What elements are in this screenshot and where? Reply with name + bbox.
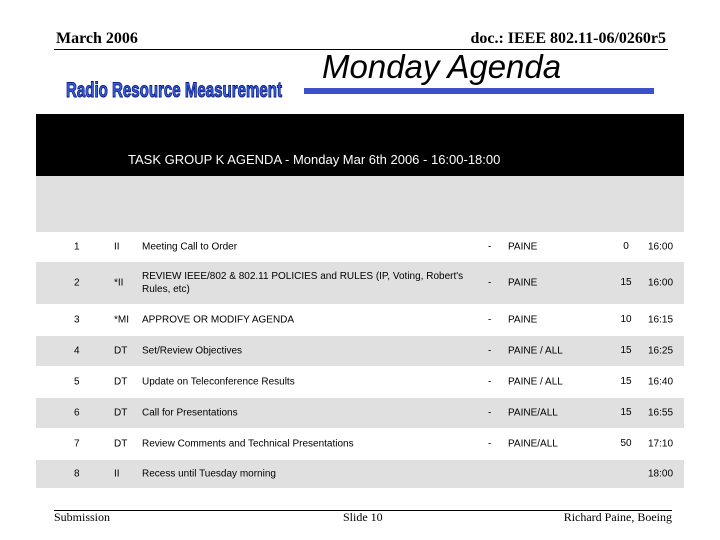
slide-title: Monday Agenda — [322, 48, 562, 85]
row-type: II — [114, 468, 120, 480]
svg-text:Radio Resource Measurement: Radio Resource Measurement — [66, 79, 282, 102]
row-dash: - — [488, 376, 492, 388]
row-dash: - — [488, 438, 492, 450]
table-row — [36, 398, 684, 428]
footer-slide-number: Slide 10 — [343, 510, 383, 524]
row-type: DT — [114, 438, 128, 450]
row-number: 1 — [74, 241, 80, 253]
row-number: 8 — [74, 468, 80, 480]
header-date: March 2006 — [56, 30, 138, 47]
footer-author: Richard Paine, Boeing — [563, 510, 672, 524]
row-start-time: 16:00 — [648, 241, 674, 253]
table-row — [36, 262, 684, 304]
row-item: REVIEW IEEE/802 & 802.11 POLICIES and RULES (IP, Voting, Robert's Rules, etc) — [142, 271, 464, 295]
row-dash: - — [488, 314, 492, 326]
row-duration: 15 — [620, 376, 632, 387]
row-type: DT — [114, 407, 128, 419]
row-presenter: PAINE — [508, 314, 538, 326]
agenda-heading: TASK GROUP K AGENDA - Monday Mar 6th 2006 - 16:00-18:00 — [128, 152, 501, 167]
agenda-subheader-band — [36, 176, 684, 232]
row-start-time: 16:25 — [648, 345, 674, 357]
row-type: DT — [114, 345, 128, 357]
row-dash: - — [488, 407, 492, 419]
row-item: Review Comments and Technical Presentations — [142, 438, 354, 450]
row-number: 6 — [74, 407, 80, 419]
row-start-time: 16:55 — [648, 407, 674, 419]
table-row — [36, 460, 684, 488]
row-type: *II — [114, 277, 124, 289]
footer-submission: Submission — [54, 510, 111, 524]
row-type: II — [114, 241, 120, 253]
row-presenter: PAINE/ALL — [508, 407, 558, 419]
row-presenter: PAINE — [508, 241, 538, 253]
table-row — [36, 366, 684, 398]
row-number: 5 — [74, 376, 80, 388]
row-start-time: 16:00 — [648, 277, 674, 289]
row-number: 7 — [74, 438, 80, 450]
row-presenter: PAINE / ALL — [508, 376, 563, 388]
row-duration: 15 — [620, 407, 632, 418]
row-item: Set/Review Objectives — [142, 345, 243, 357]
row-item: Recess until Tuesday morning — [142, 468, 276, 480]
row-item: Update on Teleconference Results — [142, 376, 295, 388]
row-dash: - — [488, 241, 492, 253]
header-doc-id: doc.: IEEE 802.11-06/0260r5 — [470, 30, 666, 47]
row-dash: - — [488, 277, 492, 289]
row-start-time: 16:15 — [648, 314, 674, 326]
row-presenter: PAINE — [508, 277, 538, 289]
row-dash: - — [488, 345, 492, 357]
agenda-table — [36, 232, 684, 488]
row-start-time: 17:10 — [648, 438, 674, 450]
row-duration: 15 — [620, 345, 632, 356]
row-duration: 0 — [623, 241, 629, 252]
row-presenter: PAINE/ALL — [508, 438, 558, 450]
row-start-time: 16:40 — [648, 376, 674, 388]
row-number: 3 — [74, 314, 80, 326]
row-number: 4 — [74, 345, 80, 357]
row-type: DT — [114, 376, 128, 388]
row-duration: 10 — [620, 314, 632, 325]
row-type: *MI — [114, 314, 129, 326]
rrm-logo — [64, 76, 284, 102]
row-duration: 15 — [620, 277, 632, 288]
row-item: APPROVE OR MODIFY AGENDA — [142, 314, 295, 326]
row-number: 2 — [74, 277, 80, 289]
table-row — [36, 232, 684, 262]
title-accent-bar — [304, 88, 654, 94]
row-presenter: PAINE / ALL — [508, 345, 563, 357]
row-item: Call for Presentations — [142, 407, 238, 419]
row-duration: 50 — [620, 438, 632, 449]
row-start-time: 18:00 — [648, 468, 674, 480]
table-row — [36, 304, 684, 336]
table-row — [36, 336, 684, 366]
row-item: Meeting Call to Order — [142, 241, 238, 253]
table-row — [36, 428, 684, 460]
